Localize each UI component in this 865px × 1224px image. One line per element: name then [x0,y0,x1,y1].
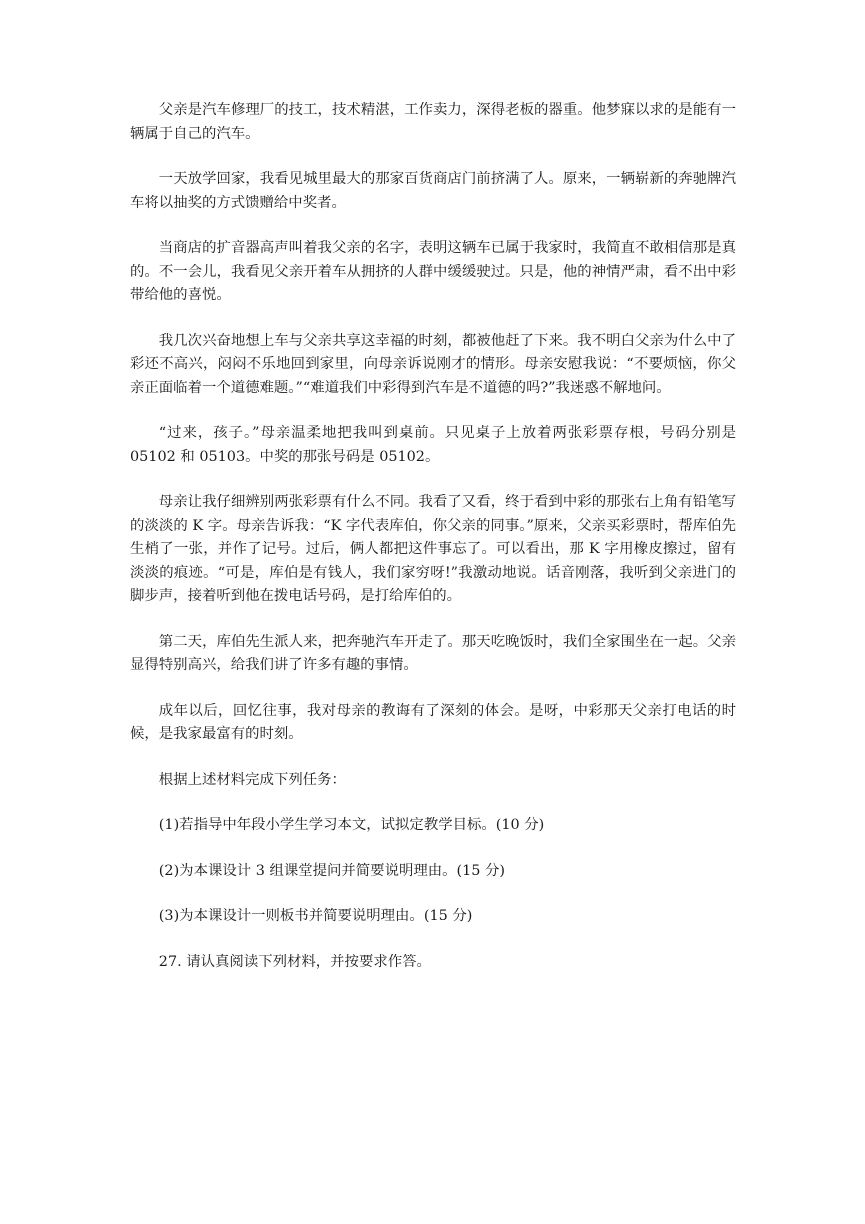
next-question-heading: 27. 请认真阅读下列材料，并按要求作答。 [158,953,431,970]
article-paragraph-5: “过来，孩子。”母亲温柔地把我叫到桌前。只见桌子上放着两张彩票存根，号码分别是 05102 和 05103。中奖的那张号码是 05102。 [130,425,736,465]
task-item-1: (1)若指导中年段小学生学习本文，试拟定教学目标。(10 分) [158,817,545,833]
article-paragraph-2: 一天放学回家，我看见城里最大的那家百货商店门前挤满了人。原来，一辆崭新的奔驰牌汽车将以抽奖的方式馈赠给中奖者。 [130,171,736,211]
article-paragraph-6: 母亲让我仔细辨别两张彩票有什么不同。我看了又看，终于看到中彩的那张右上角有铅笔写的淡淡的 K 字。母亲告诉我：“K 字代表库伯，你父亲的同事。”原来，父亲买彩票时，帮库伯先生梢了一张，并作了记号。过后，俩人都把这件事忘了。可以看出，那 K 字用橡皮擦过，留有淡淡的痕迹。“可是，库伯是有钱人，我们家穷呀!”我激动地说。话音刚落，我听到父亲进门的脚步声，接着听到他在拨电话号码，是打给库伯的。 [130,494,736,604]
article-paragraph-4: 我几次兴奋地想上车与父亲共享这幸福的时刻，都被他赶了下来。我不明白父亲为什么中了彩还不高兴，闷闷不乐地回到家里，向母亲诉说刚才的情形。母亲安慰我说：“不要烦恼，你父亲正面临着一个道德难题。”“难道我们中彩得到汽车是不道德的吗?”我迷惑不解地问。 [130,332,736,396]
article-paragraph-7: 第二天，库伯先生派人来，把奔驰汽车开走了。那天吃晚饭时，我们全家围坐在一起。父亲显得特别高兴，给我们讲了许多有趣的事情。 [130,633,736,673]
article-paragraph-8: 成年以后，回忆往事，我对母亲的教诲有了深刻的体会。是呀，中彩那天父亲打电话的时候，是我家最富有的时刻。 [130,702,736,742]
task-item-3: (3)为本课设计一则板书并简要说明理由。(15 分) [158,908,473,924]
document-body [130,99,736,996]
article-paragraph-3: 当商店的扩音器高声叫着我父亲的名字，表明这辆车已属于我家时，我简直不敢相信那是真的。不一会儿，我看见父亲开着车从拥挤的人群中缓缓驶过。只是，他的神情严肃，看不出中彩带给他的喜悦。 [130,240,736,303]
task-item-2: (2)为本课设计 3 组课堂提问并简要说明理由。(15 分) [158,862,506,879]
article-paragraph-1: 父亲是汽车修理厂的技工，技术精湛，工作卖力，深得老板的器重。他梦寐以求的是能有一辆属于自己的汽车。 [130,102,736,142]
tasks-intro: 根据上述材料完成下列任务： [158,771,346,788]
